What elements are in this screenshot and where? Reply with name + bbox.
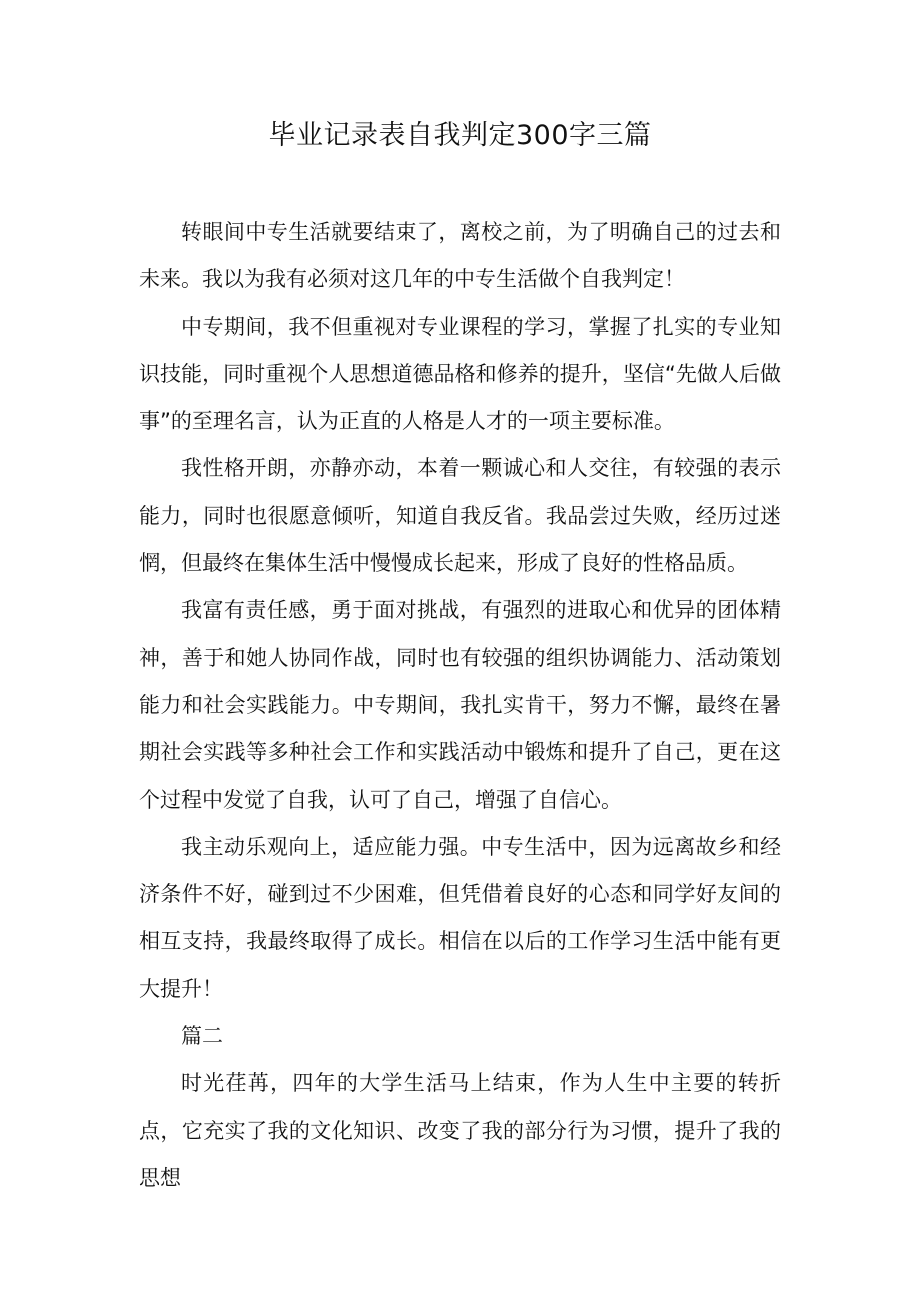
paragraph: 我性格开朗，亦静亦动，本着一颗诚心和人交往，有较强的表示能力，同时也很愿意倾听，知道自我反省。我品尝过失败，经历过迷惘，但最终在集体生活中慢慢成长起来，形成了良好的性格品质。 [139, 456, 781, 576]
paragraph: 我富有责任感，勇于面对挑战，有强烈的进取心和优异的团体精神，善于和她人协同作战，同时也有较强的组织协调能力、活动策划能力和社会实践能力。中专期间，我扎实肯干，努力不懈，最终在暑期社会实践等多种社会工作和实践活动中锻炼和提升了自己，更在这个过程中发觉了自我，认可了自己，增强了自信心。 [139, 598, 781, 812]
paragraph: 时光荏苒，四年的大学生活马上结束，作为人生中主要的转折点，它充实了我的文化知识、改变了我的部分行为习惯，提升了我的思想 [139, 1071, 781, 1190]
document-title: 毕业记录表自我判定300字三篇 [268, 120, 652, 151]
section-heading: 篇二 [181, 1024, 223, 1049]
paragraph: 中专期间，我不但重视对专业课程的学习，掌握了扎实的专业知识技能，同时重视个人思想道德品格和修养的提升，坚信“先做人后做事”的至理名言，认为正直的人格是人才的一项主要标准。 [139, 314, 781, 434]
paragraph: 我主动乐观向上，适应能力强。中专生活中，因为远离故乡和经济条件不好，碰到过不少困难，但凭借着良好的心态和同学好友间的相互支持，我最终取得了成长。相信在以后的工作学习生活中能有更大提升！ [139, 834, 781, 1001]
document-body [139, 209, 781, 1202]
paragraph: 转眼间中专生活就要结束了，离校之前，为了明确自己的过去和未来。我以为我有必须对这几年的中专生活做个自我判定！ [139, 220, 781, 292]
